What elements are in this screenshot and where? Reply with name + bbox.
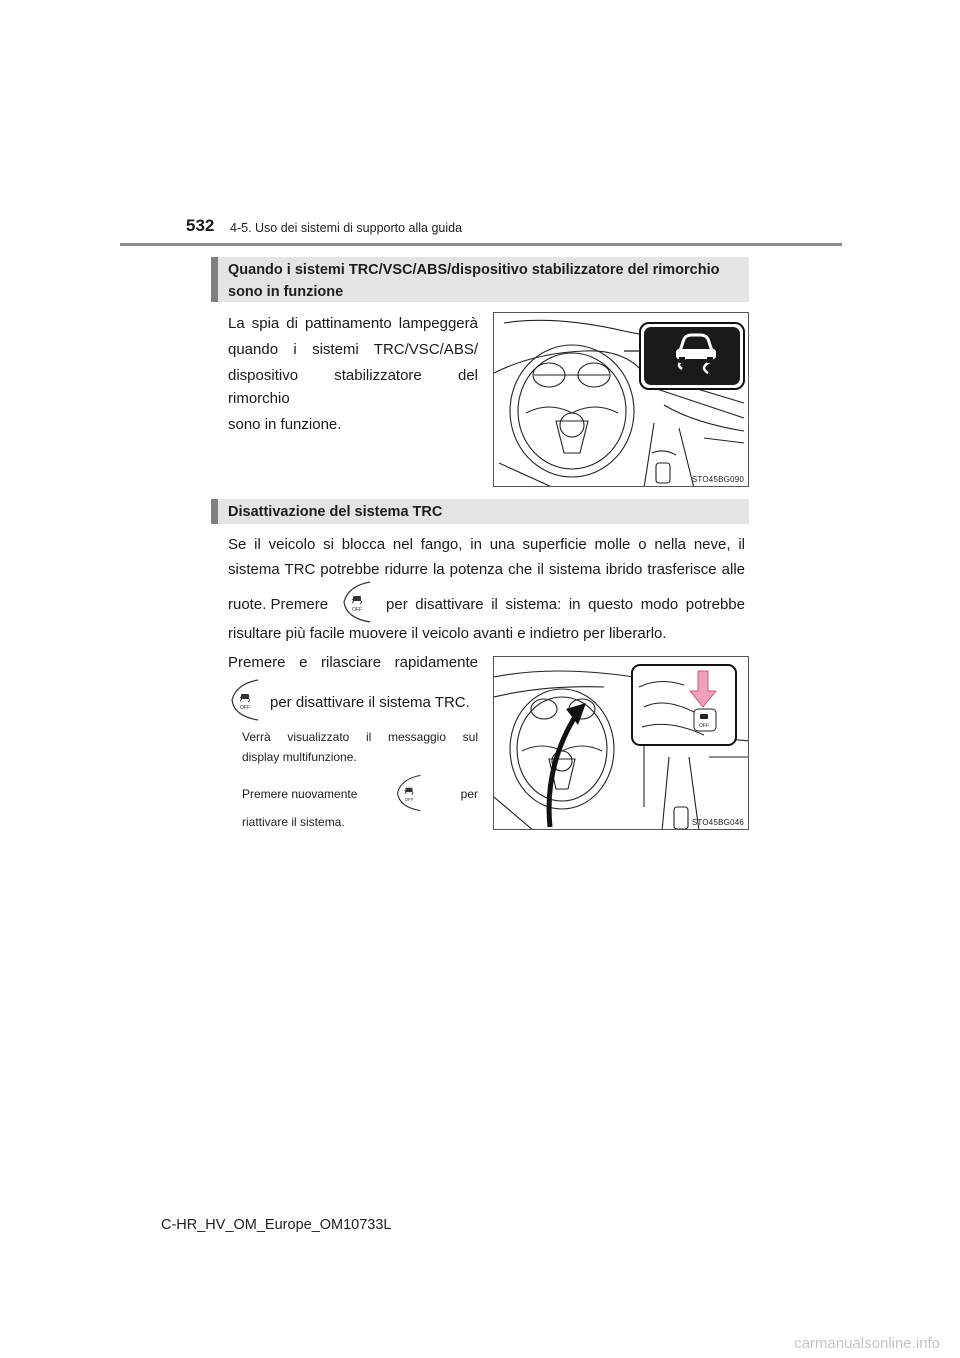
text-line: risultare più facile muovere il veicolo avanti e indietro per liberarlo. [228, 625, 667, 642]
text-line: sistema TRC potrebbe ridurre la potenza che il sistema ibrido trasferisce alle [228, 561, 745, 578]
note-line: riattivare il sistema. [242, 815, 345, 829]
heading-trc-deactivation [211, 499, 749, 524]
figure-code: STO45BG046 [691, 818, 744, 827]
text-line-with-button [228, 582, 745, 626]
figure-trc-off-switch [493, 656, 749, 830]
trc-deactivation-paragraph [228, 533, 745, 581]
svg-text:OFF: OFF [240, 705, 250, 711]
note-line: Verrà visualizzato il messaggio sul [242, 730, 478, 744]
dashboard-illustration [494, 313, 749, 487]
document-code: C-HR_HV_OM_Europe_OM10733L [161, 1217, 392, 1233]
figure-slip-indicator [493, 312, 749, 487]
heading-line-2: sono in funzione [228, 284, 344, 300]
text-line: Se il veicolo si blocca nel fango, in una superficie molle o nella neve, il [228, 536, 745, 553]
note-reactivate [242, 772, 478, 816]
note-line: display multifunzione. [242, 750, 357, 764]
trc-off-button-icon [340, 580, 374, 628]
svg-text:OFF: OFF [352, 607, 363, 613]
page-number: 532 [186, 216, 215, 235]
trc-off-button-icon [394, 773, 424, 816]
press-instruction-line1: Premere e rilasciare rapidamente [228, 654, 478, 671]
section-title: 4-5. Uso dei sistemi di supporto alla guida [230, 221, 463, 235]
figure-code: STO45BG090 [691, 475, 744, 484]
trc-off-button-icon [228, 678, 262, 726]
text-fragment: Premere nuovamente [242, 787, 358, 801]
dashboard-switch-illustration [494, 657, 749, 830]
text-line: La spia di pattinamento lampeggerà [228, 315, 478, 332]
heading-trc-vsc-abs-active [211, 257, 749, 302]
text-line: quando i sistemi TRC/VSC/ABS/ [228, 341, 478, 358]
watermark: carmanualsonline.info [794, 1335, 940, 1352]
slip-indicator-description [228, 312, 478, 436]
header-divider [120, 243, 842, 246]
press-instruction-line2 [228, 680, 478, 724]
heading-text: Disattivazione del sistema TRC [228, 504, 443, 520]
text-fragment: per disattivare il sistema TRC. [270, 693, 470, 711]
text-fragment: per disattivare il sistema: in questo modo potrebbe [386, 595, 745, 613]
text-fragment: per [460, 787, 478, 801]
text-line: sono in funzione. [228, 416, 342, 433]
text-fragment: ruote. Premere [228, 595, 329, 613]
svg-text:OFF: OFF [699, 723, 709, 729]
text-line: dispositivo stabilizzatore del rimorchio [228, 367, 478, 407]
heading-line-1: Quando i sistemi TRC/VSC/ABS/dispositivo stabilizzatore del rimorchio [228, 262, 720, 278]
svg-text:OFF: OFF [404, 796, 414, 802]
